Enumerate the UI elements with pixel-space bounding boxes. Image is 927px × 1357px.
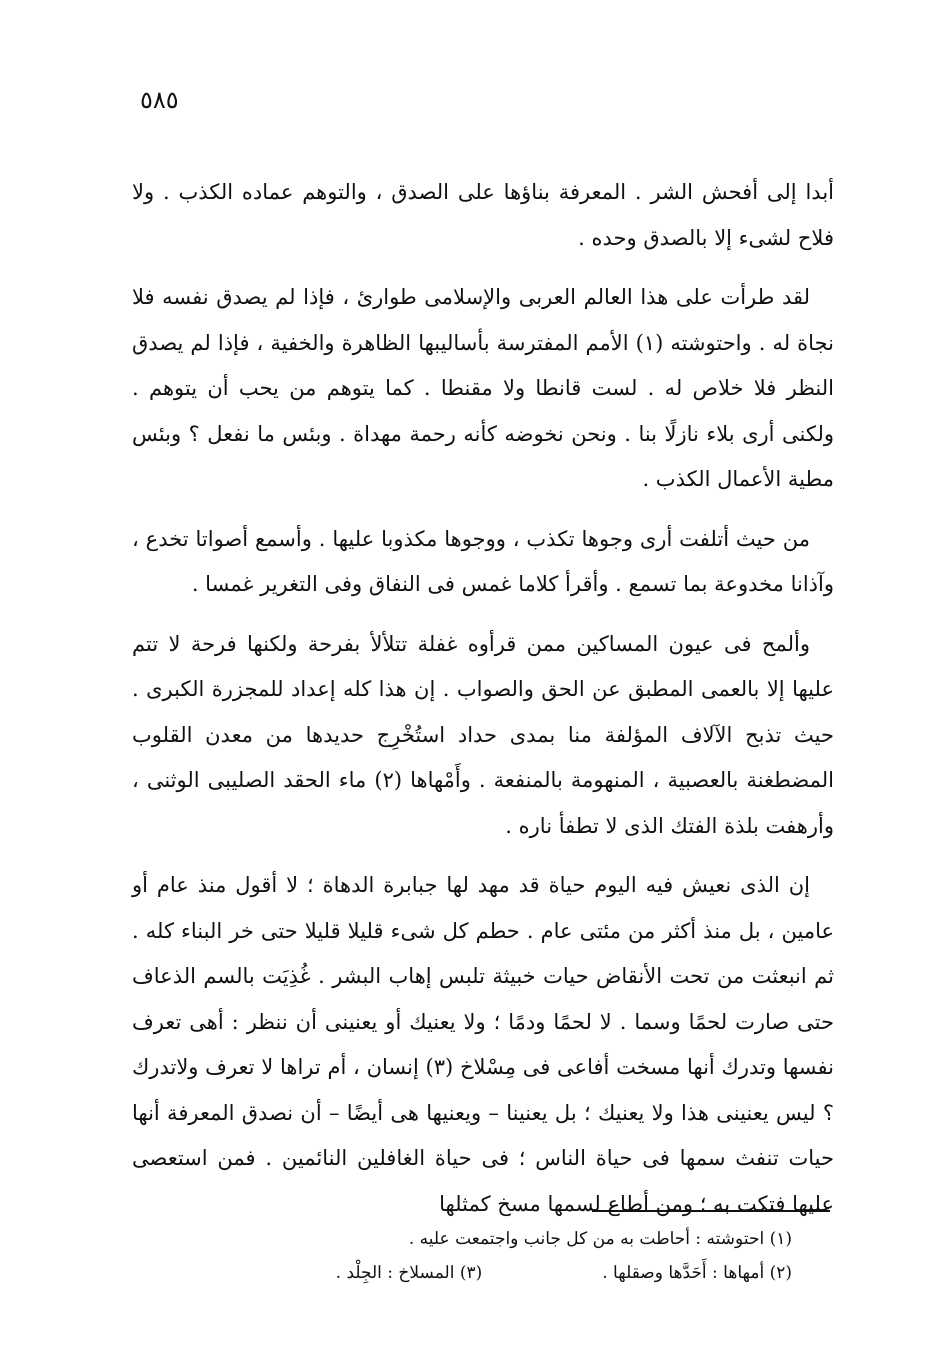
footnote-2: (٢) أمهاها : أَحَدَّها وصقلها .	[602, 1263, 792, 1283]
footnote-divider	[592, 1210, 830, 1212]
paragraph-1: أبدا إلى أفحش الشر . المعرفة بناؤها على الصدق ، والتوهم عماده الكذب . ولا فلاح لشىء إلا بالصدق وحده .	[132, 180, 834, 250]
page-number: ٥٨٥	[140, 86, 179, 114]
paragraph-5: إن الذى نعيش فيه اليوم حياة قد مهد لها جبابرة الدهاة ؛ لا أقول منذ عام أو عامين ، بل منذ أكثر من مئتى عام . حطم كل شىء قليلا قليلا حتى خر البناء كله . ثم انبعثت من تحت الأنقاض حيات خبيثة تلبس إهاب البشر . غُذِيَت بالسم الذعاف حتى صارت لحمًا وسما . لا لحمًا ودمًا ؛ ولا يعنيك أو يعنينى أن ننظر : أهى تعرف نفسها وتدرك أنها مسخت أفاعى فى مِسْلاخ (٣) إنسان ، أم تراها لا تعرف ولاتدرك ؟ ليس يعنينى هذا ولا يعنيك ؛ بل يعنينا – ويعنيها هى أيضًا – أن نصدق المعرفة أنها حيات تنفث سمها فى حياة الناس ؛ فى حياة الغافلين النائمين . فمن استعصى عليها فتكت به ؛ ومن أطاع لسمها مسخ كمثلها	[132, 873, 834, 1216]
footnotes	[132, 1222, 792, 1290]
footnote-row	[132, 1256, 792, 1290]
paragraph-3: من حيث أتلفت أرى وجوها تكذب ، ووجوها مكذوبا عليها . وأسمع أصواتا تخدع ، وآذانا مخدوعة بما تسمع . وأقرأ كلاما غمس فى النفاق وفى التغرير غمسا .	[132, 526, 834, 596]
main-text	[132, 170, 834, 1241]
footnote-1: (١) احتوشته : أحاطت به من كل جانب واجتمعت عليه .	[408, 1229, 792, 1249]
footnote-3: (٣) المسلاخ : الجِلْد .	[335, 1263, 483, 1283]
paragraph-4: وألمح فى عيون المساكين ممن قرأوه غفلة تتلألأ بفرحة ولكنها فرحة لا تتم عليها إلا بالعمى المطبق عن الحق والصواب . إن هذا كله إعداد للمجزرة الكبرى . حيث تذبح الآلاف المؤلفة منا بمدى حداد استُخْرِج حديدها من معدن القلوب المضطغنة بالعصبية ، المنهومة بالمنفعة . وأَمْهاها (٢) ماء الحقد الصليبى الوثنى ، وأرهفت بلذة الفتك الذى لا تطفأ ناره .	[132, 631, 834, 838]
paragraph-2: لقد طرأت على هذا العالم العربى والإسلامى طوارئ ، فإذا لم يصدق نفسه فلا نجاة له . واحتوشته (١) الأمم المفترسة بأساليبها الظاهرة والخفية ، فإذا لم يصدق النظر فلا خلاص له . لست قانطا ولا مقنطا . كما يتوهم من يحب أن يتوهم . ولكنى أرى بلاء نازلًا بنا . ونحن نخوضه كأنه رحمة مهداة . وبئس ما نفعل ؟ وبئس مطية الأعمال الكذب .	[132, 285, 834, 491]
